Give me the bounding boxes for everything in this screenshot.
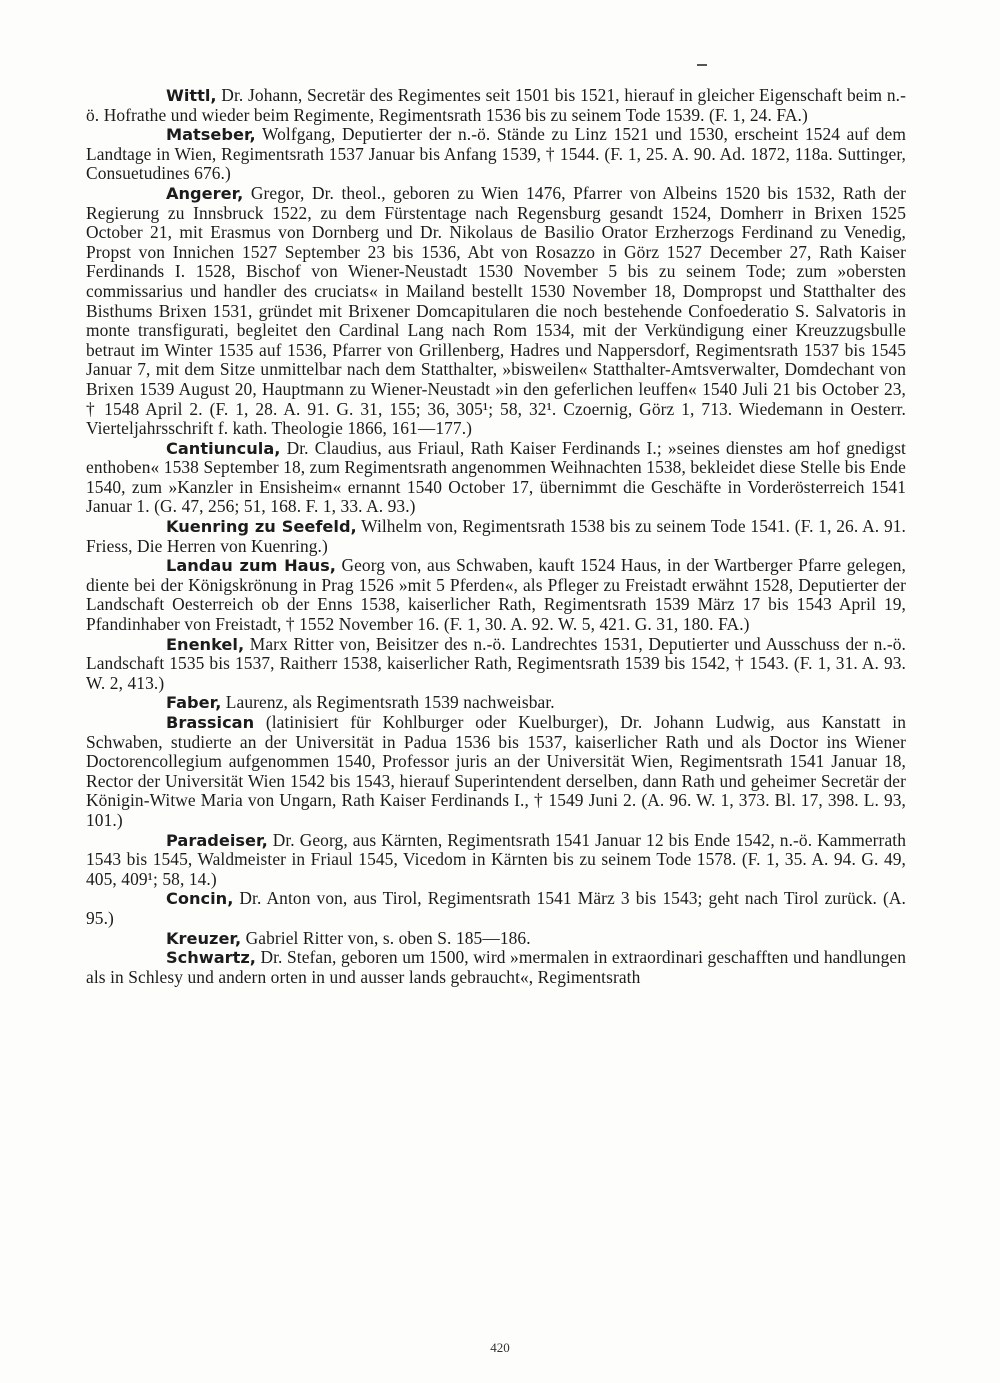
entry-text: Wilhelm von, Regimentsrath 1538 bis zu seinem Tode 1541. (F. 1, 26. A. 91. Friess, Die Herren von Kuenring.) <box>86 516 906 556</box>
text-body <box>86 86 906 987</box>
entry-text: Dr. Johann, Secretär des Regimentes seit 1501 bis 1521, hierauf in gleicher Eigenschaft beim n.-ö. Hofrathe und wieder beim Regimente, Regimentsrath 1536 bis zu seinem Tode 1539. (F. 1, 24. FA.) <box>86 85 906 125</box>
entry-text: (latinisiert für Kohlburger oder Kuelburger), Dr. Johann Ludwig, aus Kanstatt in Schwaben, studierte an der Universität in Padua 1536 bis 1537, kaiserlicher Rath und als Doctor ins Wiener Doctorencollegium aufgenommen 1540, Professor juris an der Universität Wien, Regimentsrath 1541 Januar 18, Rector der Universität Wien 1542 bis 1543, hierauf Superintendent derselben, dann Rath und geheimer Secretär der Königin-Witwe Maria von Ungarn, Rath Kaiser Ferdinands I., † 1549 Juni 2. (A. 96. W. 1, 373. Bl. 17, 398. L. 93, 101.) <box>86 712 906 830</box>
entry-text: Gabriel Ritter von, s. oben S. 185—186. <box>241 927 531 948</box>
entry-name: Brassican <box>166 713 255 732</box>
entry-name: Concin, <box>166 889 234 909</box>
entry-text: Marx Ritter von, Beisitzer des n.-ö. Landrechtes 1531, Deputierter und Ausschuss der n.-ö. Landschaft 1535 bis 1537, Raitherr 1538, kaiserlicher Rath, Regimentsrath 1539 bis 1542, † 1543. (F. 1, 31. A. 93. W. 2, 413.) <box>86 633 906 693</box>
entry-name: Wittl, <box>166 86 217 105</box>
entry-cantiuncula <box>86 439 906 517</box>
entry-name: Enenkel, <box>166 634 245 654</box>
entry-wittl <box>86 86 906 125</box>
entry-kreuzer <box>86 929 906 949</box>
margin-mark <box>697 64 707 66</box>
entry-text: Laurenz, als Regimentsrath 1539 nachweisbar. <box>221 692 555 713</box>
entry-enenkel <box>86 635 906 694</box>
entry-kuenring <box>86 517 906 556</box>
entry-name: Paradeiser, <box>166 830 268 850</box>
entry-name: Cantiuncula, <box>166 438 281 458</box>
entry-faber <box>86 693 906 713</box>
entry-name: Faber, <box>166 693 222 713</box>
page-number: 420 <box>490 1340 510 1355</box>
entry-name: Schwartz, <box>166 948 256 968</box>
entry-brassican <box>86 713 906 831</box>
entry-text: Gregor, Dr. theol., geboren zu Wien 1476, Pfarrer von Albeins 1520 bis 1532, Rath der Regierung zu Innsbruck 1522, zu dem Fürstentage nach Regensburg gesandt 1524, Domherr in Brixen 1525 October 21, mit Erasmus von Dornberg und Dr. Nikolaus de Basilio Orator Erzherzogs Ferdinand zu Venedig, Propst von Innichen 1527 September 23 bis 1536, Abt von Rosazzo in Görz 1527 December 27, Rath Kaiser Ferdinands I. 1528, Bischof von Wiener-Neustadt 1530 November 5 bis zu seinem Tode; zum »obersten commissarius und handler des cruciats« in Mailand bestellt 1530 November 18, Dompropst und Statthalter des Bisthums Brixen 1531, gründet mit Brixener Domcapitularen die noch bestehende Confoederatio S. Salvatoris in monte transfigurati, begleitet den Cardinal Lang nach Rom 1534, mit der Verkündigung einer Kreuzzugsbulle betraut im Winter 1535 auf 1536, Pfarrer von Grillenberg, Hadres und Nappersdorf, Regimentsrath 1537 bis 1545 Januar 7, mit dem Sitze unmittelbar nach dem Statthalter, »bisweilen« Statthalter-Amtsverwalter, Domdechant von Brixen 1539 August 20, Hauptmann zu Wiener-Neustadt »in den geferlichen leuffen« 1540 Juli 21 bis October 23, † 1548 April 2. (F. 1, 28. A. 91. G. 31, 155; 36, 305¹; 58, 32¹. Czoernig, Görz 1, 713. Wiedemann in Oesterr. Vierteljahrsschrift f. kath. Theologie 1866, 161—177.) <box>86 182 906 439</box>
entry-text: Dr. Georg, aus Kärnten, Regimentsrath 1541 Januar 12 bis Ende 1542, n.-ö. Kammerrath 1543 bis 1545, Waldmeister in Friaul 1545, Vicedom in Kärnten bis zu seinem Tode 1578. (F. 1, 35. A. 94. G. 49, 405, 409¹; 58, 14.) <box>86 829 906 889</box>
entry-name: Angerer, <box>166 183 244 203</box>
entry-text: Dr. Stefan, geboren um 1500, wird »mermalen in extraordinari geschafften und handlungen als in Schlesy und andern orten in und ausser lands gebraucht«, Regimentsrath <box>86 947 906 987</box>
entry-name: Kreuzer, <box>166 928 242 948</box>
entry-text: Dr. Anton von, aus Tirol, Regimentsrath 1541 März 3 bis 1543; geht nach Tirol zurück. (A. 95.) <box>86 888 906 928</box>
entry-text: Dr. Claudius, aus Friaul, Rath Kaiser Ferdinands I.; »seines dienstes am hof gnedigst enthoben« 1538 September 18, zum Regimentsrath angenommen Weihnachten 1538, bekleidet diese Stelle bis Ende 1540, zum »Kanzler in Ensisheim« ernannt 1540 October 17, übernimmt die Geschäfte in Vorderösterreich 1541 Januar 1. (G. 47, 256; 51, 168. F. 1, 33. A. 93.) <box>86 437 906 517</box>
entry-name: Matseber, <box>166 125 256 145</box>
entry-schwartz <box>86 948 906 987</box>
entry-matseber <box>86 125 906 184</box>
entry-concin <box>86 889 906 928</box>
entry-name: Landau zum Haus, <box>166 556 336 576</box>
entry-text: Georg von, aus Schwaben, kauft 1524 Haus, in der Wartberger Pfarre gelegen, diente bei der Königskrönung in Prag 1526 »mit 5 Pferden«, als Pfleger zu Freistadt erwähnt 1528, Deputierter der Landschaft Oesterreich ob der Enns 1538, kaiserlicher Rath, Regimentsrath 1539 März 17 bis 1543 April 19, Pfandinhaber von Freistadt, † 1552 November 16. (F. 1, 30. A. 92. W. 5, 421. G. 31, 180. FA.) <box>86 555 906 635</box>
entry-paradeiser <box>86 831 906 890</box>
entry-landau <box>86 556 906 634</box>
entry-text: Wolfgang, Deputierter der n.-ö. Stände zu Linz 1521 und 1530, erscheint 1524 auf dem Landtage in Wien, Regimentsrath 1537 Januar bis Anfang 1539, † 1544. (F. 1, 25. A. 90. Ad. 1872, 118a. Suttinger, Consuetudines 676.) <box>86 124 906 184</box>
entry-name: Kuenring zu Seefeld, <box>166 517 357 537</box>
entry-angerer <box>86 184 906 439</box>
